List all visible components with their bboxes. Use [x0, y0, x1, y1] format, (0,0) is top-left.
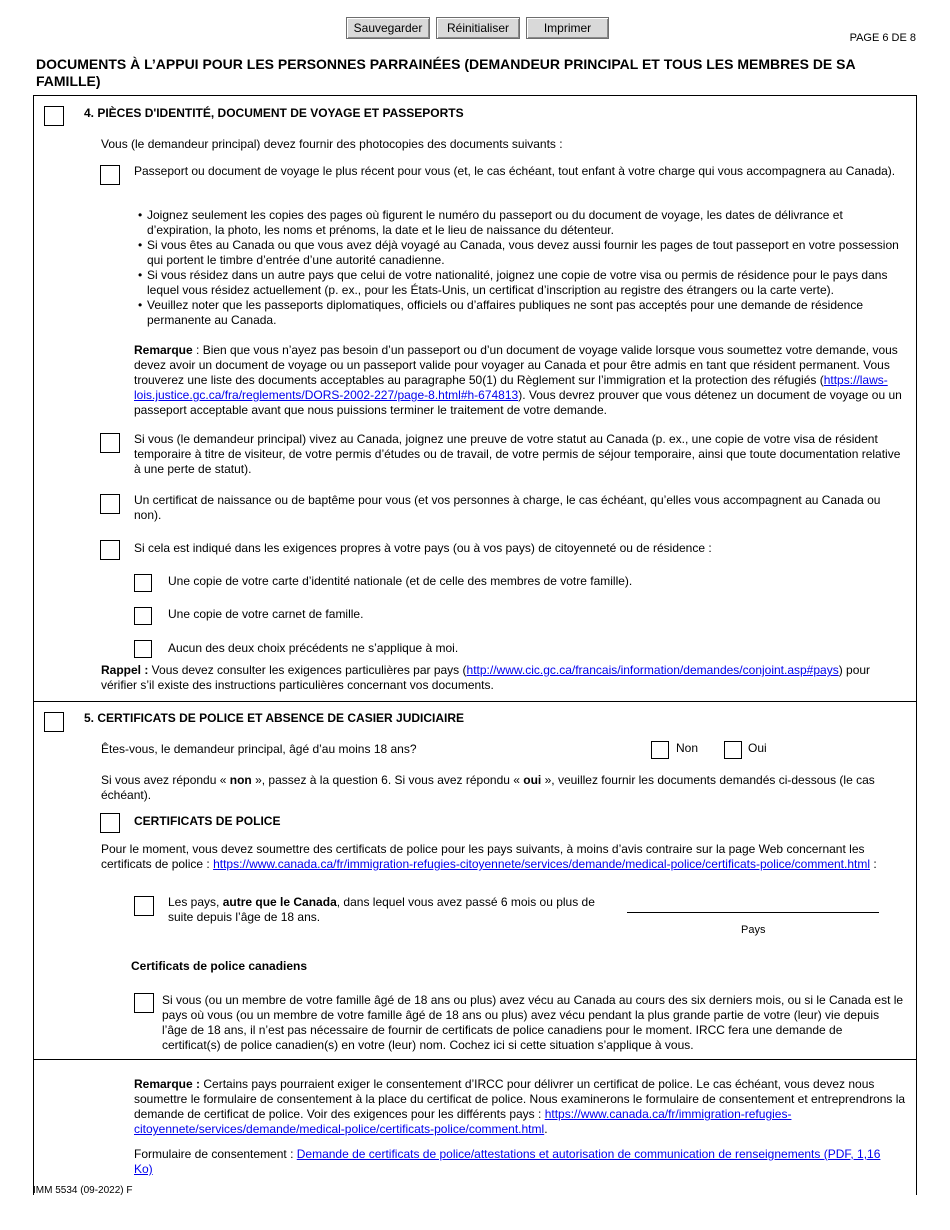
foreign-countries-checkbox[interactable] [134, 896, 154, 916]
birth-certificate-checkbox[interactable] [100, 494, 120, 514]
not-applicable-checkbox[interactable] [134, 640, 152, 658]
form-footer: IMM 5534 (09-2022) F [33, 1185, 133, 1196]
not-applicable-text: Aucun des deux choix précédents ne s’applique à moi. [168, 641, 459, 655]
reminder-text: Rappel : Vous devez consulter les exigences particulières par pays (http://www.cic.gc.ca/francais/information/demandes/conjoint.asp#pays) pour vérifier s’il existe des instructions particulières concernant vos documents. [101, 663, 871, 692]
police-intro: Pour le moment, vous devez soumettre des certificats de police pour les pays suivants, à moins d’avis contraire sur la page Web concernant les certificats de police : https://www.canada.ca/fr/immigration-refugies-citoyennete/services/demande/medical-police/certificats-police/comment.html : [101, 842, 877, 871]
age-question: Êtes-vous, le demandeur principal, âgé d’au moins 18 ans? [101, 742, 417, 756]
country-field[interactable] [627, 912, 879, 913]
section5-checkbox[interactable] [44, 712, 64, 732]
age-no-checkbox[interactable] [651, 741, 669, 759]
bullet-item: • Si vous êtes au Canada ou que vous avez déjà voyagé au Canada, vous devez aussi fournir les pages de tout passeport en votre possession qui portent le timbre d’entrée d’une autorité canadienne. [138, 238, 899, 267]
section4-intro: Vous (le demandeur principal) devez fournir des photocopies des documents suivants : [101, 137, 563, 151]
print-button[interactable]: Imprimer [526, 17, 609, 39]
consent-form-link[interactable]: Demande de certificats de police/attestations et autorisation de communication de renseignements (PDF, 1,16 Ko) [134, 1147, 881, 1176]
section-divider [33, 1059, 917, 1060]
bullet-item: • Veuillez noter que les passeports diplomatiques, officiels ou d’affaires publiques ne sont pas acceptés pour une demande de résidence permanente au Canada. [138, 298, 864, 327]
country-requirements-page-link[interactable]: https://www.canada.ca/fr/immigration-refugies-citoyennete/services/demande/medical-police/certificats-police/comment.html [134, 1107, 792, 1136]
police-certificates-heading: CERTIFICATS DE POLICE [134, 814, 281, 828]
national-id-text: Une copie de votre carte d’identité nationale (et de celle des membres de votre famille). [168, 574, 633, 588]
country-requirements-link[interactable]: http://www.cic.gc.ca/francais/information/demandes/conjoint.asp#pays [466, 663, 839, 677]
bullet-item: • Joignez seulement les copies des pages où figurent le numéro du passeport ou du document de voyage, les dates de délivrance et d’expiration, la photo, les noms et prénoms, la date et le lieu de naissance du détenteur. [138, 208, 843, 237]
canadian-police-checkbox[interactable] [134, 993, 154, 1013]
reset-button[interactable]: Réinitialiser [436, 17, 520, 39]
police-certificates-link[interactable]: https://www.canada.ca/fr/immigration-refugies-citoyennete/services/demande/medical-police/certificats-police/comment.html [213, 857, 870, 871]
page-number: PAGE 6 DE 8 [849, 32, 916, 44]
canadian-police-heading: Certificats de police canadiens [131, 959, 308, 973]
age-yes-checkbox[interactable] [724, 741, 742, 759]
bullet-item: • Si vous résidez dans un autre pays que celui de votre nationalité, joignez une copie de votre visa ou permis de résidence pour le pays dans lequel vous résidez actuellement (p. ex., pour les États-Unis, un certificat d’inscription au registre des étrangers ou la carte verte). [138, 268, 888, 297]
passport-text: Passeport ou document de voyage le plus récent pour vous (et, le cas échéant, tout enfant à votre charge qui vous accompagnera au Canada). [134, 164, 896, 178]
country-field-label: Pays [741, 924, 766, 936]
age-yes-label: Oui [748, 741, 767, 755]
family-book-checkbox[interactable] [134, 607, 152, 625]
status-proof-text: Si vous (le demandeur principal) vivez au Canada, joignez une preuve de votre statut au Canada (p. ex., une copie de votre visa de résident temporaire à titre de visiteur, de votre permis d’études ou de travail, de votre permis de séjour temporaire, ainsi que toute documentation relative à une perte de statut). [134, 432, 901, 476]
passport-remark: Remarque : Bien que vous n’ayez pas besoin d’un passeport ou d’un document de voyage valide lorsque vous soumettez votre demande, vous devez avoir un document de voyage ou un passeport valide pour voyager au Canada et pour être admis en tant que résident permanent. Vous trouverez une liste des documents acceptables au paragraphe 50(1) du Règlement sur l’immigration et la protection des réfugiés (https://laws-lois.justice.gc.ca/fra/reglements/DORS-2002-227/page-8.html#h-674813). Vous devrez prouver que vous détenez un document de voyage ou un passeport acceptable avant que nous puissions terminer le traitement de votre demande. [134, 343, 902, 417]
regulation-link[interactable]: https://laws-lois.justice.gc.ca/fra/reglements/DORS-2002-227/page-8.html#h-674813 [134, 373, 888, 402]
national-id-checkbox[interactable] [134, 574, 152, 592]
section4-checkbox[interactable] [44, 106, 64, 126]
foreign-countries-text: Les pays, autre que le Canada, dans lequel vous avez passé 6 mois ou plus de suite depuis l’âge de 18 ans. [168, 895, 595, 924]
age-instructions: Si vous avez répondu « non », passez à la question 6. Si vous avez répondu « oui », veuillez fournir les documents demandés ci-dessous (le cas échéant). [101, 773, 875, 802]
passport-checkbox[interactable] [100, 165, 120, 185]
consent-remark: Remarque : Certains pays pourraient exiger le consentement d’IRCC pour délivrer un certificat de police. Le cas échéant, vous devez nous soumettre le formulaire de consentement à la place du certificat de police. Nous examinerons le formulaire de consentement et entreprendrons la demande de certificat de police. Voir des exigences pour les différents pays : https://www.canada.ca/fr/immigration-refugies-citoyennete/services/demande/medical-police/certificats-police/comment.html. [134, 1077, 906, 1136]
section4-heading: 4. PIÈCES D'IDENTITÉ, DOCUMENT DE VOYAGE ET PASSEPORTS [84, 106, 464, 120]
family-book-text: Une copie de votre carnet de famille. [168, 607, 364, 621]
section5-heading: 5. CERTIFICATS DE POLICE ET ABSENCE DE CASIER JUDICIAIRE [84, 711, 465, 725]
section-divider [33, 701, 917, 702]
status-proof-checkbox[interactable] [100, 433, 120, 453]
consent-form: Formulaire de consentement : Demande de certificats de police/attestations et autorisation de communication de renseignements (PDF, 1,16 Ko) [134, 1147, 881, 1176]
canadian-police-text: Si vous (ou un membre de votre famille âgé de 18 ans ou plus) avez vécu au Canada au cours des six derniers mois, ou si le Canada est le pays où vous (ou un membre de votre famille âgé de 18 ans ou plus) avez vécu pendant la plus grande partie de votre (leur) vie depuis l’âge de 18 ans, il n’est pas nécessaire de fournir de certificats de police canadiens pour le moment. IRCC fera une demande de certificat(s) de police canadien(s) en votre (leur) nom. Cochez ici si cette situation s’applique à vous. [162, 993, 904, 1052]
country-requirements-text: Si cela est indiqué dans les exigences propres à votre pays (ou à vos pays) de citoyenneté ou de résidence : [134, 541, 712, 555]
save-button[interactable]: Sauvegarder [346, 17, 430, 39]
police-certificates-checkbox[interactable] [100, 813, 120, 833]
country-requirements-checkbox[interactable] [100, 540, 120, 560]
form-title: DOCUMENTS À L’APPUI POUR LES PERSONNES PARRAINÉES (DEMANDEUR PRINCIPAL ET TOUS LES MEMBRES DE SA FAMILLE) [36, 56, 856, 89]
age-no-label: Non [676, 741, 699, 755]
birth-certificate-text: Un certificat de naissance ou de baptême pour vous (et vos personnes à charge, le cas échéant, qu’elles vous accompagnent au Canada ou non). [134, 493, 881, 522]
